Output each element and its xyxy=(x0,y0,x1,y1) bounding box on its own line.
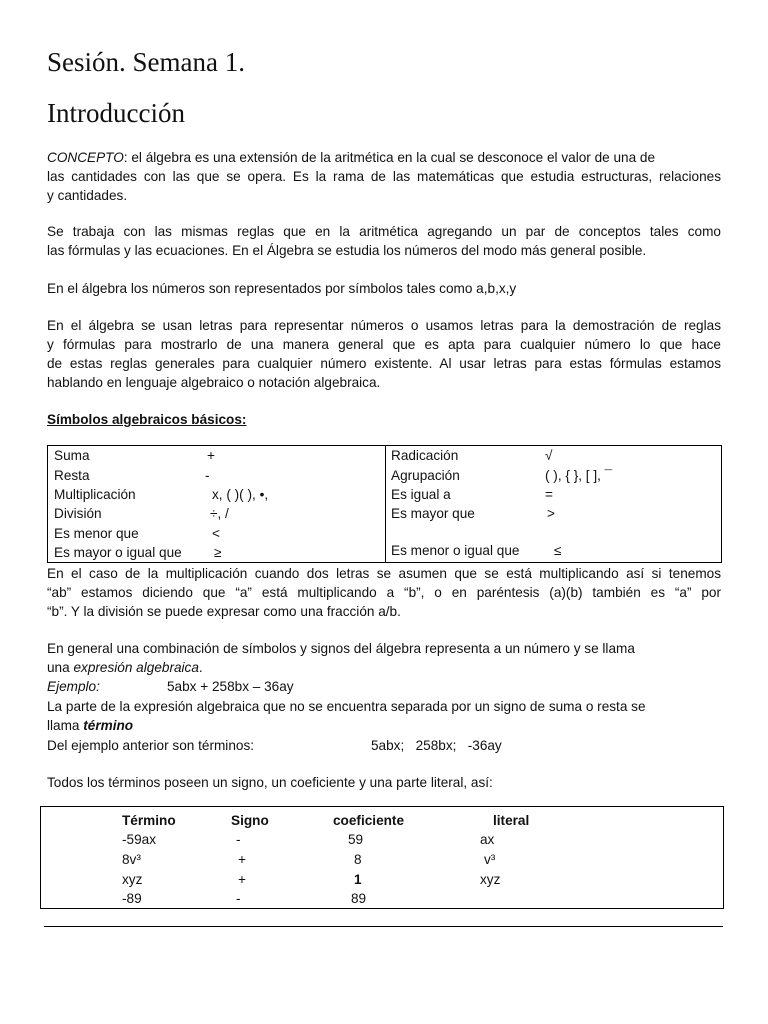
parts-paragraph: Todos los términos poseen un signo, un coeficiente y una parte literal, así: xyxy=(47,775,493,790)
terms-row-3-termino: xyz xyxy=(122,872,143,887)
symbols-paragraph: En el álgebra los números son representados por símbolos tales como a,b,x,y xyxy=(47,281,517,296)
symbol-name-suma: Suma xyxy=(54,448,90,463)
section-title: Introducción xyxy=(47,98,185,128)
expression-line-2 xyxy=(47,658,203,677)
expression-term: expresión algebraica xyxy=(73,660,199,675)
letters-line-3: de estas reglas generales para cualquier número existente. Al usar letras para estas fórmulas estamos xyxy=(47,356,721,371)
terms-row-1-coeficiente: 59 xyxy=(348,832,364,847)
terms-row-1-literal: ax xyxy=(480,832,495,847)
terms-row-1-termino: -59ax xyxy=(122,832,157,847)
terms-label: Del ejemplo anterior son términos: xyxy=(47,738,255,753)
page-title: Sesión. Semana 1. xyxy=(47,47,245,77)
example-value: 5abx + 258bx – 36ay xyxy=(167,679,294,694)
concept-label: CONCEPTO xyxy=(47,150,124,165)
multiplication-line-2: “ab” estamos diciendo que “a” está multiplicando a “b”, o en paréntesis (a)(b) también es “a” por xyxy=(47,585,721,600)
multiplication-line-1: En el caso de la multiplicación cuando dos letras se asumen que se está multiplicando así si tenemos xyxy=(47,566,721,581)
terms-header-coeficiente: coeficiente xyxy=(333,813,405,828)
symbol-value-igual: = xyxy=(545,487,553,502)
terms-row-3-signo: + xyxy=(238,872,246,887)
term-prefix: llama xyxy=(47,718,84,733)
symbol-name-resta: Resta xyxy=(54,468,90,483)
expression-suffix: . xyxy=(198,660,203,675)
symbol-value-radicacion: √ xyxy=(545,448,553,463)
symbol-name-division: División xyxy=(54,506,102,521)
term-definition-line-2 xyxy=(47,716,133,735)
symbol-name-menor: Es menor que xyxy=(54,526,139,541)
bottom-divider xyxy=(44,926,723,927)
term-definition-line-1: La parte de la expresión algebraica que no se encuentra separada por un signo de suma o resta se xyxy=(47,699,646,714)
terms-row-4-termino: -89 xyxy=(122,891,142,906)
concept-line-3: y cantidades. xyxy=(47,188,128,203)
concept-line-1: : el álgebra es una extensión de la aritmética en la cual se desconoce el valor de una de xyxy=(123,150,656,165)
letters-line-4: hablando en lenguaje algebraico o notación algebraica. xyxy=(47,375,381,390)
example-label: Ejemplo: xyxy=(47,679,100,694)
multiplication-line-3: “b”. Y la división se puede expresar como una fracción a/b. xyxy=(47,604,401,619)
symbol-value-mayor: > xyxy=(547,506,555,521)
letters-line-1: En el álgebra se usan letras para representar números o usamos letras para la demostración de reglas xyxy=(47,318,721,333)
rules-line-2: las fórmulas y las ecuaciones. En el Álgebra se estudia los números del modo más general posible. xyxy=(47,243,647,258)
symbol-name-agrupacion: Agrupación xyxy=(391,468,460,483)
letters-line-2: y fórmulas para mostrarlo de una manera general que es apta para cualquier número lo que hace xyxy=(47,337,721,352)
terms-header-literal: literal xyxy=(493,813,530,828)
terms-value: 5abx; 258bx; -36ay xyxy=(371,738,502,753)
terms-row-4-signo: - xyxy=(236,891,241,906)
symbol-name-menor-igual: Es menor o igual que xyxy=(391,543,520,558)
multiplication-paragraph xyxy=(47,564,721,621)
symbol-value-agrupacion: ( ), { }, [ ], ¯ xyxy=(545,468,613,483)
terms-row-2-termino: 8v³ xyxy=(122,852,141,867)
symbol-name-mayor: Es mayor que xyxy=(391,506,475,521)
terms-row-2-literal: v³ xyxy=(484,852,496,867)
symbol-value-mayor-igual: ≥ xyxy=(214,545,222,560)
terms-row-2-signo: + xyxy=(238,852,246,867)
concept-line-2: las cantidades con las que se opera. Es la rama de las matemáticas que estudia estructuras, relaciones xyxy=(47,169,721,184)
terms-header-signo: Signo xyxy=(231,813,269,828)
concept-paragraph xyxy=(47,148,721,205)
expression-line-1: En general una combinación de símbolos y signos del álgebra representa a un número y se llama xyxy=(47,641,635,656)
symbol-value-division: ÷, / xyxy=(210,506,229,521)
expression-prefix: una xyxy=(47,660,74,675)
terms-row-3-literal: xyz xyxy=(480,872,501,887)
symbol-name-igual: Es igual a xyxy=(391,487,451,502)
rules-paragraph xyxy=(47,222,721,260)
terms-row-1-signo: - xyxy=(236,832,241,847)
symbol-name-multiplicacion: Multiplicación xyxy=(54,487,136,502)
symbol-value-resta: - xyxy=(205,468,210,483)
symbol-value-menor-igual: ≤ xyxy=(554,543,562,558)
symbol-value-menor: < xyxy=(212,526,220,541)
letters-paragraph xyxy=(47,316,721,392)
symbols-table-divider xyxy=(385,445,386,562)
symbol-name-radicacion: Radicación xyxy=(391,448,459,463)
symbol-value-multiplicacion: x, ( )( ), •, xyxy=(212,487,269,502)
symbol-value-suma: + xyxy=(207,448,215,463)
terms-row-4-coeficiente: 89 xyxy=(351,891,367,906)
terms-header-termino: Término xyxy=(122,813,176,828)
rules-line-1: Se trabaja con las mismas reglas que en la aritmética agregando un par de conceptos tales como xyxy=(47,224,721,239)
symbols-heading: Símbolos algebraicos básicos: xyxy=(47,412,247,427)
terms-row-3-coeficiente: 1 xyxy=(354,872,362,887)
term-word: término xyxy=(83,718,134,733)
terms-row-2-coeficiente: 8 xyxy=(354,852,362,867)
symbol-name-mayor-igual: Es mayor o igual que xyxy=(54,545,182,560)
